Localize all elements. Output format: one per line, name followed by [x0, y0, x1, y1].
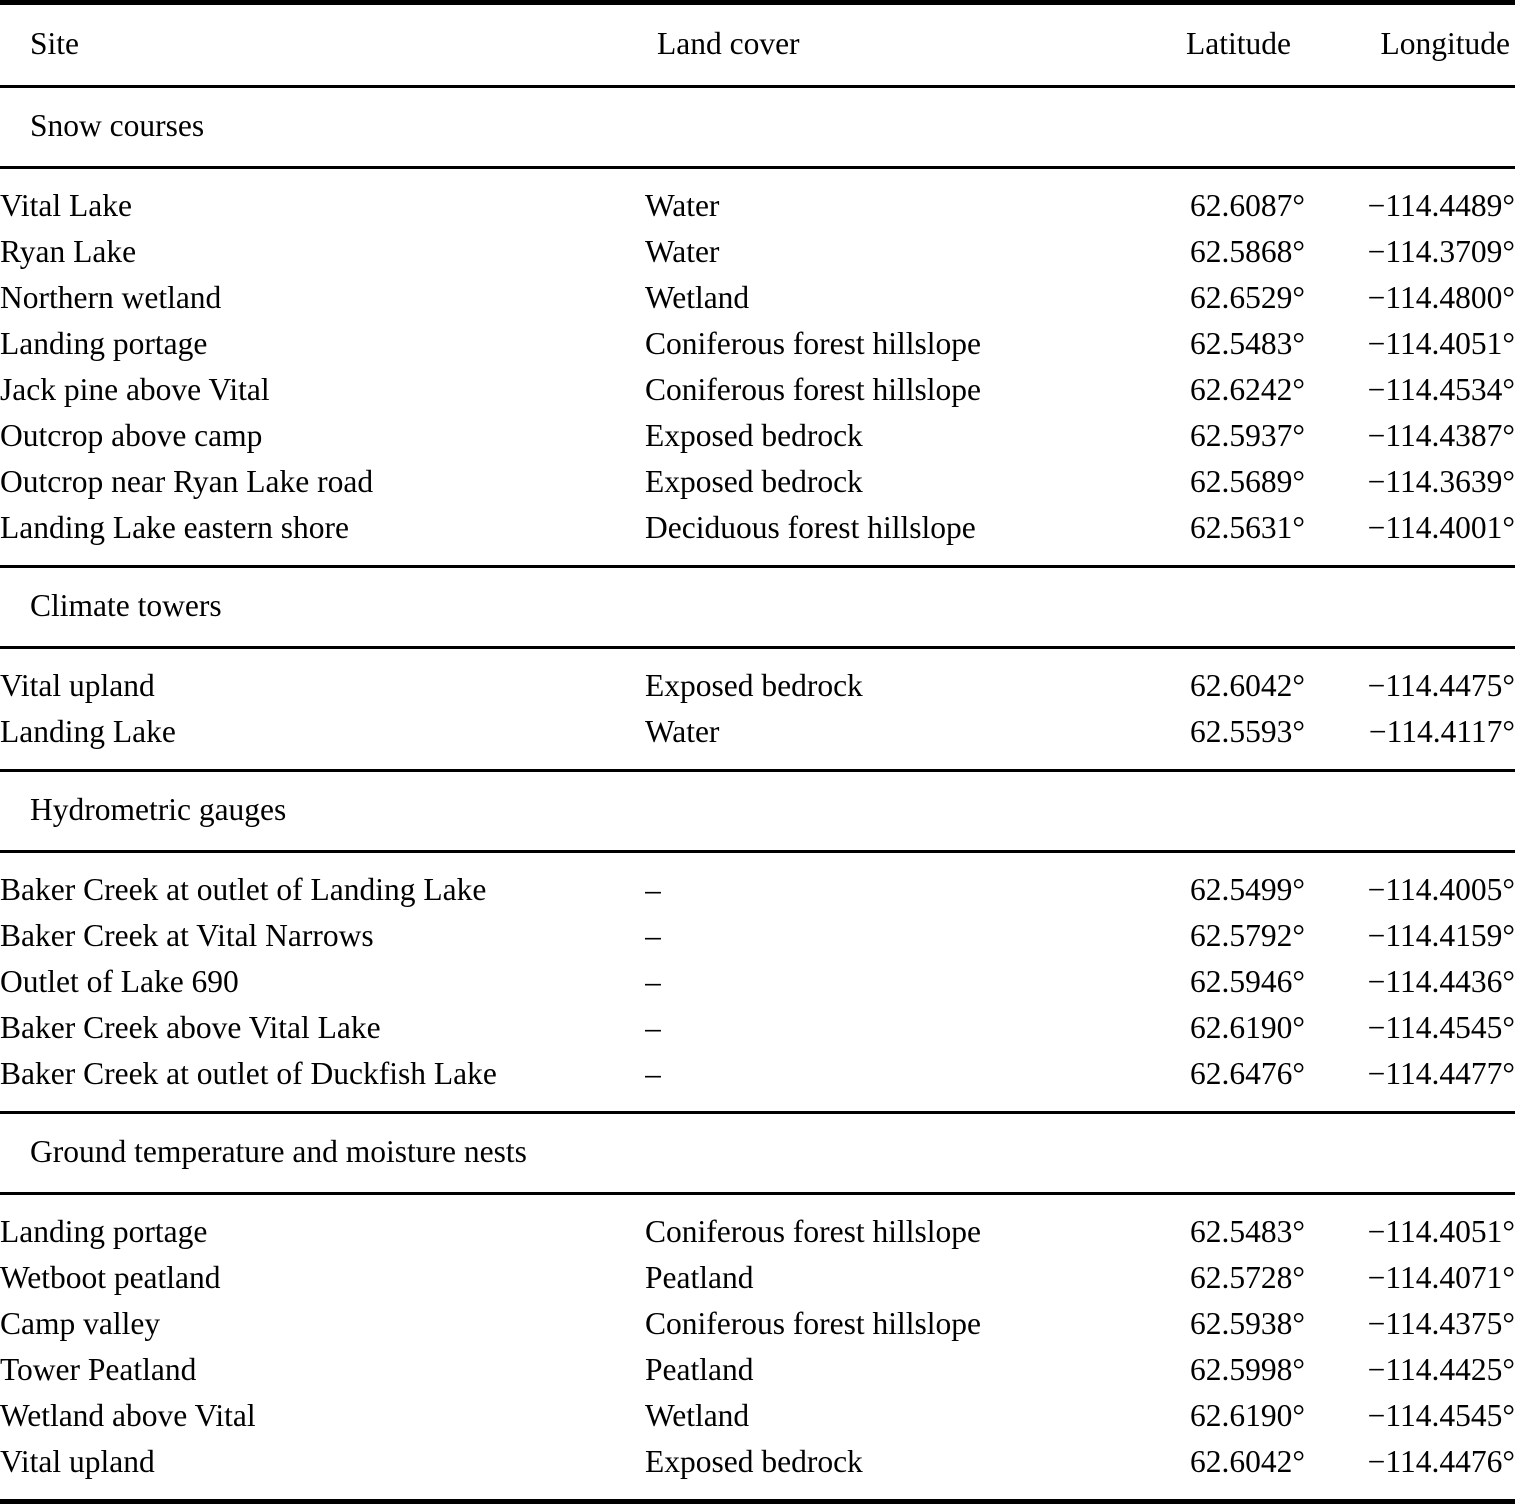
- cell-land-cover: –: [645, 1051, 1100, 1097]
- block-spacer: [0, 649, 1515, 663]
- cell-longitude: −114.4425°: [1305, 1347, 1515, 1393]
- cell-site: Jack pine above Vital: [0, 367, 645, 413]
- cell-latitude: 62.5499°: [1100, 867, 1305, 913]
- column-header-latitude: Latitude: [1100, 5, 1305, 87]
- section-heading-row: [0, 772, 1515, 852]
- table-row: [0, 1347, 1515, 1393]
- cell-land-cover: Water: [645, 229, 1100, 275]
- block-spacer: [0, 755, 1515, 771]
- cell-latitude: 62.5689°: [1100, 459, 1305, 505]
- cell-latitude: 62.5938°: [1100, 1301, 1305, 1347]
- cell-site: Northern wetland: [0, 275, 645, 321]
- cell-site: Outcrop near Ryan Lake road: [0, 459, 645, 505]
- cell-longitude: −114.4534°: [1305, 367, 1515, 413]
- cell-latitude: 62.5946°: [1100, 959, 1305, 1005]
- table-row: [0, 1393, 1515, 1439]
- table-row: [0, 459, 1515, 505]
- cell-site: Landing portage: [0, 1209, 645, 1255]
- cell-site: Landing Lake: [0, 709, 645, 755]
- cell-latitude: 62.6529°: [1100, 275, 1305, 321]
- column-header-longitude: Longitude: [1305, 5, 1515, 87]
- cell-site: Wetland above Vital: [0, 1393, 645, 1439]
- table-row: [0, 321, 1515, 367]
- block-spacer: [0, 1097, 1515, 1113]
- cell-land-cover: Coniferous forest hillslope: [645, 1301, 1100, 1347]
- cell-site: Tower Peatland: [0, 1347, 645, 1393]
- section-heading: Snow courses: [0, 88, 1515, 168]
- cell-latitude: 62.5483°: [1100, 1209, 1305, 1255]
- cell-latitude: 62.5792°: [1100, 913, 1305, 959]
- cell-land-cover: Exposed bedrock: [645, 663, 1100, 709]
- cell-land-cover: –: [645, 1005, 1100, 1051]
- cell-latitude: 62.5998°: [1100, 1347, 1305, 1393]
- cell-site: Camp valley: [0, 1301, 645, 1347]
- cell-longitude: −114.4489°: [1305, 183, 1515, 229]
- cell-land-cover: Wetland: [645, 1393, 1100, 1439]
- cell-latitude: 62.6190°: [1100, 1393, 1305, 1439]
- section-heading-row: [0, 88, 1515, 168]
- cell-longitude: −114.4159°: [1305, 913, 1515, 959]
- cell-site: Vital Lake: [0, 183, 645, 229]
- cell-site: Ryan Lake: [0, 229, 645, 275]
- block-spacer: [0, 551, 1515, 567]
- section-heading-row: [0, 568, 1515, 648]
- table-body: [0, 87, 1515, 1504]
- section-heading: Climate towers: [0, 568, 1515, 648]
- cell-land-cover: Exposed bedrock: [645, 1439, 1100, 1485]
- block-spacer: [0, 169, 1515, 183]
- cell-longitude: −114.4051°: [1305, 1209, 1515, 1255]
- cell-site: Outcrop above camp: [0, 413, 645, 459]
- cell-site: Wetboot peatland: [0, 1255, 645, 1301]
- table-row: [0, 1005, 1515, 1051]
- cell-land-cover: Water: [645, 183, 1100, 229]
- table-row: [0, 663, 1515, 709]
- cell-longitude: −114.4477°: [1305, 1051, 1515, 1097]
- table-row: [0, 505, 1515, 551]
- table-row: [0, 367, 1515, 413]
- table-row: [0, 867, 1515, 913]
- block-spacer: [0, 853, 1515, 867]
- cell-land-cover: Wetland: [645, 275, 1100, 321]
- cell-latitude: 62.6476°: [1100, 1051, 1305, 1097]
- cell-land-cover: Coniferous forest hillslope: [645, 367, 1100, 413]
- cell-latitude: 62.5483°: [1100, 321, 1305, 367]
- section-heading-row: [0, 1114, 1515, 1194]
- cell-site: Baker Creek at outlet of Duckfish Lake: [0, 1051, 645, 1097]
- cell-longitude: −114.4436°: [1305, 959, 1515, 1005]
- cell-land-cover: –: [645, 959, 1100, 1005]
- cell-land-cover: Peatland: [645, 1347, 1100, 1393]
- table-row: [0, 913, 1515, 959]
- cell-longitude: −114.4005°: [1305, 867, 1515, 913]
- cell-land-cover: Deciduous forest hillslope: [645, 505, 1100, 551]
- cell-land-cover: Exposed bedrock: [645, 413, 1100, 459]
- table-row: [0, 413, 1515, 459]
- section-heading: Ground temperature and moisture nests: [0, 1114, 1515, 1194]
- column-header-land-cover: Land cover: [645, 5, 1100, 87]
- cell-longitude: −114.4545°: [1305, 1005, 1515, 1051]
- cell-longitude: −114.4375°: [1305, 1301, 1515, 1347]
- table-row: [0, 959, 1515, 1005]
- header-row: [0, 5, 1515, 87]
- cell-longitude: −114.4051°: [1305, 321, 1515, 367]
- cell-latitude: 62.5631°: [1100, 505, 1305, 551]
- cell-longitude: −114.4117°: [1305, 709, 1515, 755]
- table-header: [0, 3, 1515, 87]
- block-spacer: [0, 1485, 1515, 1502]
- cell-longitude: −114.4475°: [1305, 663, 1515, 709]
- table-row: [0, 1051, 1515, 1097]
- cell-site: Landing Lake eastern shore: [0, 505, 645, 551]
- cell-latitude: 62.6042°: [1100, 663, 1305, 709]
- cell-land-cover: –: [645, 913, 1100, 959]
- cell-site: Vital upland: [0, 1439, 645, 1485]
- cell-longitude: −114.4800°: [1305, 275, 1515, 321]
- cell-site: Baker Creek above Vital Lake: [0, 1005, 645, 1051]
- cell-site: Baker Creek at Vital Narrows: [0, 913, 645, 959]
- cell-latitude: 62.5593°: [1100, 709, 1305, 755]
- cell-site: Outlet of Lake 690: [0, 959, 645, 1005]
- table-row: [0, 275, 1515, 321]
- table-row: [0, 709, 1515, 755]
- cell-latitude: 62.6087°: [1100, 183, 1305, 229]
- cell-longitude: −114.3639°: [1305, 459, 1515, 505]
- cell-land-cover: Peatland: [645, 1255, 1100, 1301]
- cell-latitude: 62.5728°: [1100, 1255, 1305, 1301]
- cell-site: Baker Creek at outlet of Landing Lake: [0, 867, 645, 913]
- cell-longitude: −114.4001°: [1305, 505, 1515, 551]
- table-row: [0, 1209, 1515, 1255]
- cell-latitude: 62.5868°: [1100, 229, 1305, 275]
- cell-latitude: 62.6190°: [1100, 1005, 1305, 1051]
- cell-site: Vital upland: [0, 663, 645, 709]
- table-row: [0, 1439, 1515, 1485]
- cell-latitude: 62.6042°: [1100, 1439, 1305, 1485]
- column-header-site: Site: [0, 5, 645, 87]
- cell-latitude: 62.6242°: [1100, 367, 1305, 413]
- cell-longitude: −114.4071°: [1305, 1255, 1515, 1301]
- cell-site: Landing portage: [0, 321, 645, 367]
- cell-land-cover: Coniferous forest hillslope: [645, 1209, 1100, 1255]
- table-row: [0, 1301, 1515, 1347]
- cell-latitude: 62.5937°: [1100, 413, 1305, 459]
- table-row: [0, 183, 1515, 229]
- table-row: [0, 229, 1515, 275]
- cell-longitude: −114.3709°: [1305, 229, 1515, 275]
- cell-land-cover: Coniferous forest hillslope: [645, 321, 1100, 367]
- cell-longitude: −114.4545°: [1305, 1393, 1515, 1439]
- section-heading: Hydrometric gauges: [0, 772, 1515, 852]
- cell-longitude: −114.4387°: [1305, 413, 1515, 459]
- cell-longitude: −114.4476°: [1305, 1439, 1515, 1485]
- table-row: [0, 1255, 1515, 1301]
- cell-land-cover: Exposed bedrock: [645, 459, 1100, 505]
- cell-land-cover: Water: [645, 709, 1100, 755]
- block-spacer: [0, 1195, 1515, 1209]
- cell-land-cover: –: [645, 867, 1100, 913]
